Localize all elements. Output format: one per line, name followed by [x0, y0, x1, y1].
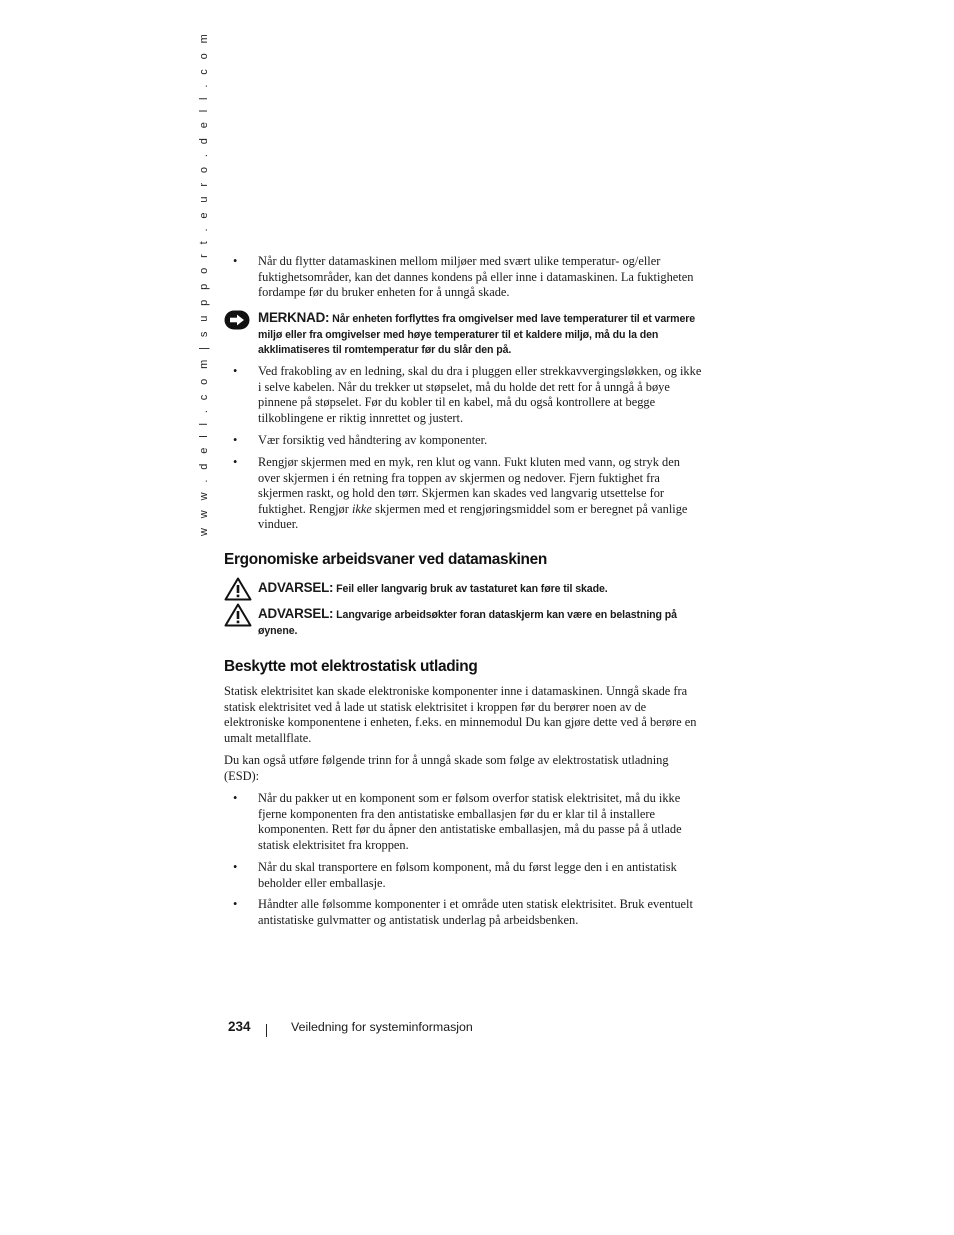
notice-text: Når enheten forflyttes fra omgivelser med lave temperaturer til et varmere miljø eller fra omgivelser med høye temperaturer til et kaldere miljø, må du la den akklimatiseres til romtemperatur før du slår den på. [258, 313, 696, 357]
side-url: w w w . d e l l . c o m | s u p p o r t . e u r o . d e l l . c o m [198, 30, 210, 536]
list-item-text [258, 455, 703, 533]
warning-text: Feil eller langvarig bruk av tastaturet kan føre til skade. [336, 583, 608, 595]
text-part: skjermen med et rengjøringsmiddel som er beregnet på vanlige vinduer. [258, 501, 688, 532]
warning-triangle-icon [224, 603, 252, 627]
warning-text: Langvarige arbeidsøkter foran dataskjerm kan være en belastning på øynene. [258, 609, 677, 637]
paragraph: Statisk elektrisitet kan skade elektroniske komponenter inne i datamaskinen. Unngå skade fra statisk elektrisitet ved å lade ut statisk elektrisitet i kroppen før du berører noen av de elektroniske komponentene i enheten, f.eks. en minnemodul Du kan gjøre dette ved å berøre en umalt metallflate. [224, 684, 697, 745]
footer-title: Veiledning for systeminformasjon [291, 1020, 473, 1034]
bullet-glyph: • [233, 791, 238, 805]
bullet-glyph: • [233, 897, 238, 911]
list-item-text: Når du skal transportere en følsom komponent, må du først legge den i en antistatisk beholder eller emballasje. [258, 860, 677, 890]
warning-label: ADVARSEL: [258, 580, 334, 595]
list-item-text: Vær forsiktig ved håndtering av komponenter. [258, 433, 488, 447]
footer-divider [266, 1024, 267, 1037]
warning-triangle-icon [224, 577, 252, 601]
bullet-glyph: • [233, 860, 238, 874]
bullet-glyph: • [233, 364, 238, 378]
bullet-glyph: • [233, 254, 238, 268]
notice-label: MERKNAD: [258, 310, 330, 325]
page-number: 234 [228, 1019, 251, 1034]
paragraph: Du kan også utføre følgende trinn for å unngå skade som følge av elektrostatisk utladning (ESD): [224, 753, 669, 783]
bullet-glyph: • [233, 455, 238, 469]
notice-arrow-icon [224, 310, 250, 330]
list-item-text: Når du pakker ut en komponent som er følsom overfor statisk elektrisitet, må du ikke fjerne komponenten fra den antistatiske emballasjen før du er klar til å installere komponenten. Rett før du åpner den antistatiske emballasjen, må du passe på å utlade statisk elektrisitet fra kroppen. [258, 791, 682, 852]
emphasis-text: ikke [351, 501, 372, 516]
section-heading-ergonomics: Ergonomiske arbeidsvaner ved datamaskinen [224, 551, 548, 568]
text-part: Rengjør skjermen med en myk, ren klut og vann. Fukt kluten med vann, og stryk den over skjermen i én retning fra toppen av skjermen og nedover. Fjern fuktighet fra skjermen raskt, og hold den tørr. Skjermen kan skades ved langvarig utsettelse for fuktighet. Rengjør [258, 455, 680, 516]
section-heading-esd: Beskytte mot elektrostatisk utlading [224, 658, 478, 675]
list-item-text: Håndter alle følsomme komponenter i et område uten statisk elektrisitet. Bruk eventuelt antistatiske gulvmatter og antistatisk underlag på arbeidsbenken. [258, 897, 693, 927]
bullet-glyph: • [233, 433, 238, 447]
list-item-text: Når du flytter datamaskinen mellom miljøer med svært ulike temperatur- og/eller fuktighetsområder, kan det dannes kondens på eller inne i datamaskinen. La fuktigheten fordampe før du bruker enheten for å unngå skade. [258, 254, 694, 300]
warning-label: ADVARSEL: [258, 606, 334, 621]
list-item-text: Ved frakobling av en ledning, skal du dra i pluggen eller strekkavvergingsløkken, og ikke i selve kabelen. Når du trekker ut støpselet, må du holde det rett for å unngå å bøye pinnene på støpselet. Før du kobler til en kabel, må du også kontrollere at begge tilkoblingene er riktig innrettet og justert. [258, 364, 702, 425]
